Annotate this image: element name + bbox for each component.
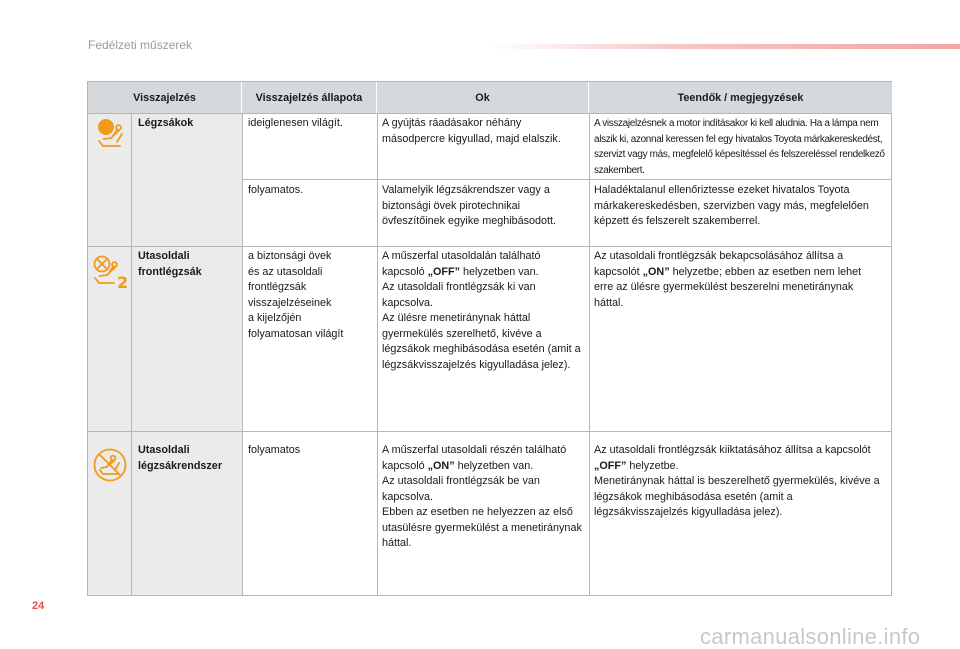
state-passenger-frontal-airbag (248, 249, 373, 342)
cause-text: helyzetben van. (460, 265, 539, 278)
grid-line (88, 113, 891, 114)
cause-paragraph: Ebben az esetben ne helyezzen az első utasülésre gyermekülést a menetiránynak háttal. (382, 506, 582, 549)
action-text: Az utasoldali frontlégzsák bekapcsolásához állítsa a kapcsolót (594, 250, 844, 278)
page-header-title: Fedélzeti műszerek (88, 38, 193, 52)
grid-line (589, 113, 590, 595)
state-line: folyamatosan világít (248, 327, 344, 340)
indicator-name-line: frontlégzsák (138, 265, 202, 278)
svg-text:2: 2 (117, 273, 129, 292)
airbag-warning-icon (96, 118, 126, 152)
cause-airbags-continuous: Valamelyik légzsákrendszer vagy a biztonsági övek pirotechnikai övfeszítőinek egyike meghibásodott. (382, 184, 557, 227)
switch-position-label: „OFF” (594, 459, 627, 472)
column-header-action: Teendők / megjegyzések (589, 82, 892, 113)
action-text: helyzetbe; ebben az esetben nem lehet erre az ülésre gyermekülést beszerelni menetiránynak háttal. (594, 265, 862, 309)
state-line: és az utasoldali (248, 265, 323, 278)
switch-position-label: „ON” (642, 265, 670, 278)
grid-line (88, 431, 891, 432)
page-number: 24 (32, 600, 45, 612)
state-airbags-continuous: folyamatos. (248, 184, 304, 196)
state-line: visszajelzéseinek (248, 296, 332, 309)
switch-position-label: „OFF” (427, 265, 461, 278)
watermark: carmanualsonline.info (700, 624, 921, 649)
action-passenger-frontal-airbag (594, 249, 879, 311)
grid-line (131, 113, 132, 595)
state-passenger-airbag-system: folyamatos (248, 444, 301, 456)
action-text: helyzetbe. (626, 459, 679, 472)
indicator-name-passenger-frontal-airbag (138, 249, 238, 280)
indicator-name-line: légzsákrendszer (138, 459, 223, 472)
warning-lights-table (87, 81, 892, 596)
switch-position-label: „ON” (427, 459, 455, 472)
grid-line (88, 246, 891, 247)
action-paragraph: Menetiránynak háttal is beszerelhető gyermekülés, kivéve a légzsákok meghibásodása esetén (amit a légzsákvisszajelzés kigyulladása jelez). (594, 475, 880, 518)
action-airbags-temporary: A visszajelzésnek a motor indításakor ki kell aludnia. Ha a lámpa nem alszik ki, azonnal keressen fel egy hivatalos Toyota márkakereskedést, szervizt vagy más, megfelelő képesítéssel és felszereléssel rendelkező szakembert. (594, 118, 885, 176)
cause-paragraph (382, 443, 582, 474)
cause-text: helyzetben van. (454, 459, 534, 472)
cause-paragraph: Az utasoldali frontlégzsák be van kapcsolva. (382, 475, 540, 503)
grid-line (242, 113, 243, 595)
cause-paragraph: Az ülésre menetiránynak háttal gyermekülés szerelhető, kivéve a légzsákok meghibásodása esetén (amit a légzsákvisszajelzés kigyulladása jelez). (382, 312, 581, 371)
passenger-airbag-off-icon (92, 255, 130, 293)
indicator-name-airbags: Légzsákok (138, 117, 194, 129)
cause-airbags-temporary: A gyújtás ráadásakor néhány másodpercre kigyullad, majd elalszik. (382, 117, 561, 145)
cause-passenger-frontal-airbag (382, 249, 582, 373)
cause-text: A műszerfal utasoldalán található kapcsoló (382, 250, 541, 278)
column-header-indicator: Visszajelzés (88, 82, 242, 113)
header-accent-bar (490, 44, 960, 49)
indicator-name-passenger-airbag-system (138, 443, 238, 474)
grid-line (242, 179, 891, 180)
state-line: a biztonsági övek (248, 250, 332, 262)
cause-paragraph (382, 249, 582, 280)
indicator-name-line: Utasoldali (138, 250, 190, 262)
column-header-state: Visszajelzés állapota (242, 82, 377, 113)
indicator-column (88, 113, 242, 595)
indicator-name-line: Utasoldali (138, 444, 190, 456)
state-line: frontlégzsák (248, 281, 307, 293)
passenger-airbag-system-off-icon (93, 448, 127, 482)
state-line: a kijelzőjén (248, 312, 302, 324)
action-paragraph (594, 443, 884, 474)
column-header-cause: Ok (377, 82, 589, 113)
cause-text: A műszerfal utasoldali részén található kapcsoló (382, 444, 567, 472)
action-text: Az utasoldali frontlégzsák kiiktatásához állítsa a kapcsolót (594, 444, 871, 456)
cause-paragraph: Az utasoldali frontlégzsák ki van kapcsolva. (382, 281, 536, 309)
action-passenger-airbag-system (594, 443, 884, 521)
state-airbags-temporary: ideiglenesen világít. (248, 117, 343, 129)
cause-passenger-airbag-system (382, 443, 582, 552)
grid-line (377, 113, 378, 595)
action-airbags-continuous: Haladéktalanul ellenőriztesse ezeket hivatalos Toyota márkakereskedésben, szervizben vagy más, megfelelően képzett és felszerelt szakemberrel. (594, 184, 869, 227)
